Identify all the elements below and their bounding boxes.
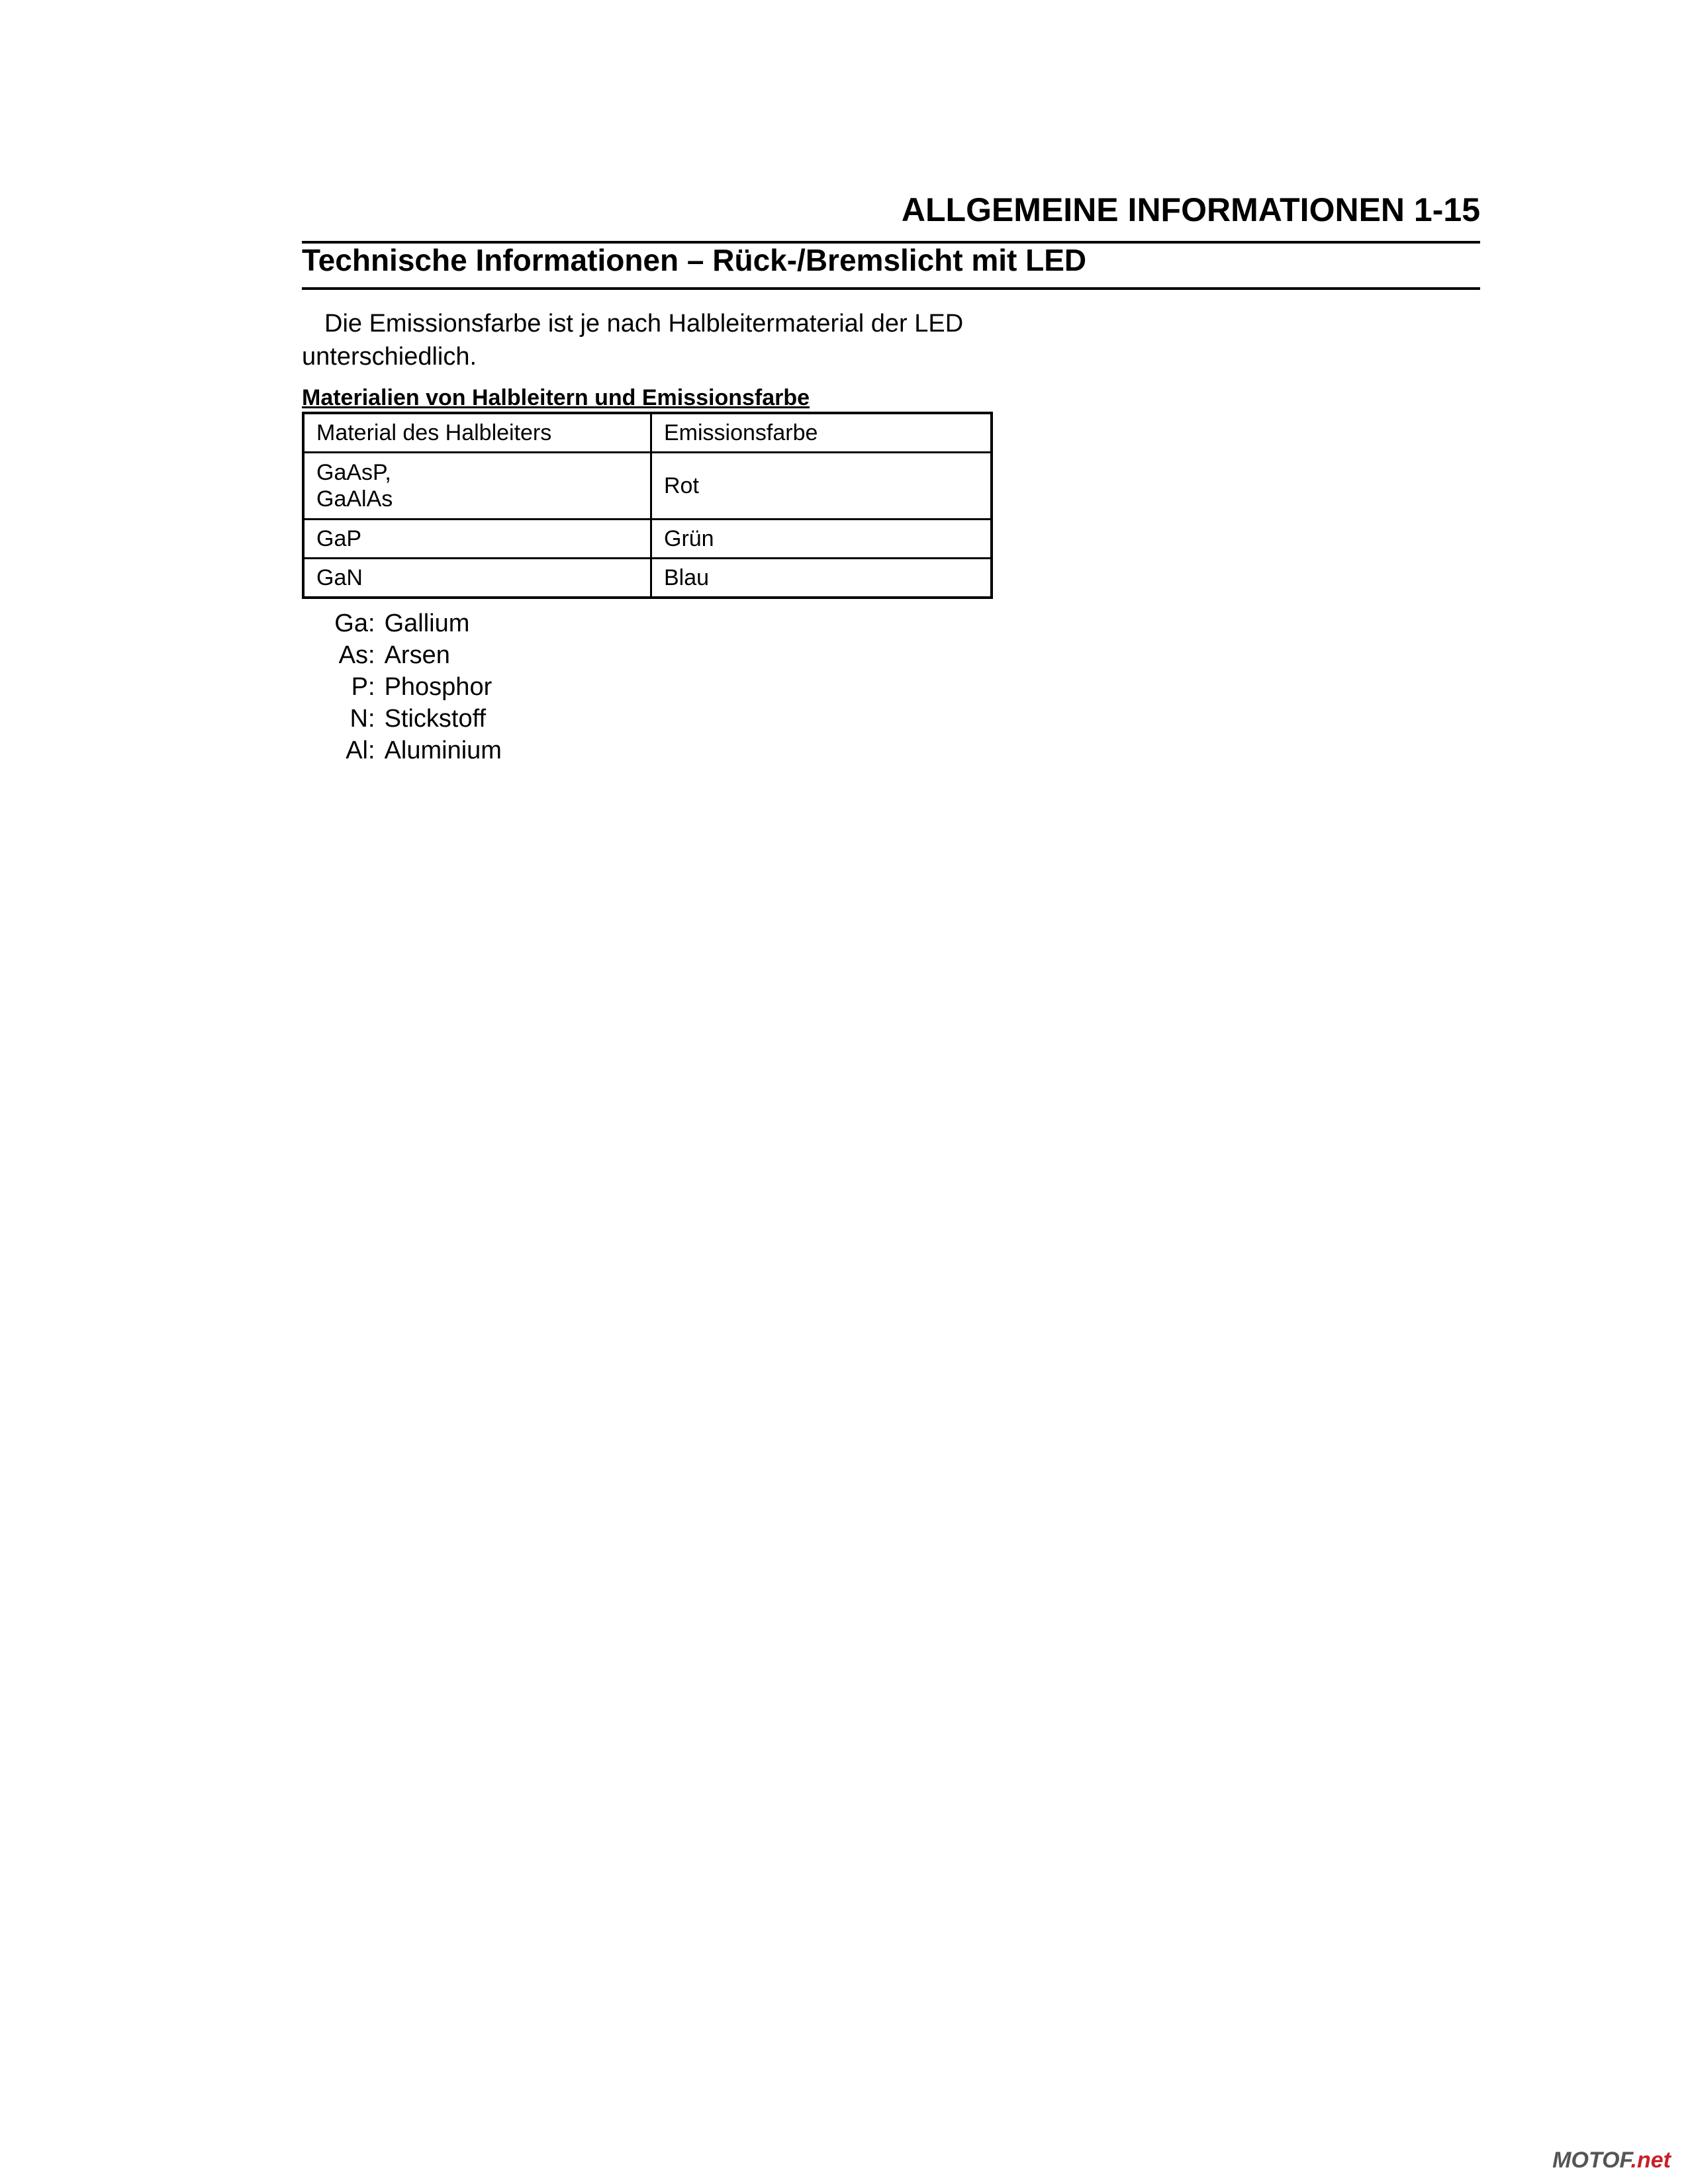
watermark-main: MOTOF	[1552, 2148, 1631, 2173]
section-title: Technische Informationen – Rück-/Bremslicht mit LED	[302, 243, 1087, 277]
legend-item: As : Arsen	[302, 639, 502, 671]
table-row	[303, 520, 992, 559]
legend-item: Ga : Gallium	[302, 608, 502, 639]
legend-name: Phosphor	[384, 673, 492, 701]
materials-table	[302, 412, 993, 599]
intro-paragraph	[302, 307, 1004, 373]
table-cell-color: Rot	[651, 453, 992, 520]
intro-line-2: unterschiedlich.	[302, 343, 477, 371]
section-header	[302, 241, 1480, 290]
legend-item: P : Phosphor	[302, 671, 502, 703]
legend-symbol: As	[338, 641, 368, 669]
table-cell-material: GaP	[303, 520, 651, 559]
intro-line-1: Die Emissionsfarbe ist je nach Halbleitermaterial der LED	[324, 310, 964, 338]
page-header-title: ALLGEMEINE INFORMATIONEN 1-15	[901, 191, 1480, 228]
legend-name: Aluminium	[384, 737, 502, 764]
legend-symbol: P	[351, 673, 368, 701]
table-header-cell-color: Emissionsfarbe	[651, 413, 992, 453]
table-row	[303, 559, 992, 598]
legend-name: Arsen	[384, 641, 450, 669]
table-cell-material: GaN	[303, 559, 651, 598]
table-caption: Materialien von Halbleitern und Emissionsfarbe	[302, 385, 810, 410]
table-cell-color: Grün	[651, 520, 992, 559]
material-line: GaAsP,	[316, 460, 391, 485]
watermark-logo	[1552, 2148, 1671, 2173]
table-header-cell-material: Material des Halbleiters	[303, 413, 651, 453]
page-header	[302, 187, 1480, 244]
watermark-suffix: .net	[1630, 2148, 1671, 2173]
legend-item: N : Stickstoff	[302, 703, 502, 735]
legend-symbol: N	[350, 705, 368, 733]
table-row	[303, 453, 992, 520]
table-cell-material	[303, 453, 651, 520]
table-cell-color: Blau	[651, 559, 992, 598]
legend-symbol: Al	[346, 737, 368, 764]
table-header-row	[303, 413, 992, 453]
legend-symbol: Ga	[334, 610, 368, 637]
legend-item: Al : Aluminium	[302, 735, 502, 766]
element-legend	[302, 608, 502, 766]
material-line: GaAlAs	[316, 486, 393, 512]
legend-name: Gallium	[384, 610, 470, 637]
legend-name: Stickstoff	[384, 705, 487, 733]
